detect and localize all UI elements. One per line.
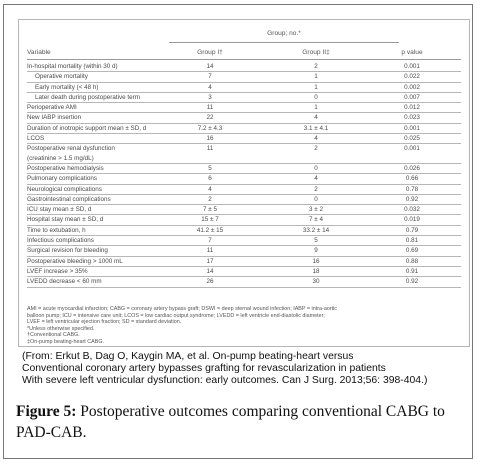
cell-variable bbox=[27, 83, 195, 92]
outcomes-table bbox=[18, 19, 470, 347]
variable-text: Pulmonary complications bbox=[27, 175, 97, 183]
table-row bbox=[27, 215, 461, 225]
citation-line: (From: Erkut B, Dag O, Kaygin MA, et al. On-pump beating-heart versus bbox=[22, 351, 354, 362]
cell-variable bbox=[27, 113, 187, 122]
cell-p-value: 0.88 bbox=[405, 257, 419, 265]
cell-group2: 0 bbox=[314, 195, 318, 203]
cell-group1: 3 bbox=[208, 93, 212, 101]
header-rule bbox=[27, 59, 461, 60]
cell-variable bbox=[27, 103, 187, 112]
table-row bbox=[27, 72, 461, 82]
cell-p-value: 0.78 bbox=[405, 185, 419, 193]
cell-variable bbox=[27, 226, 187, 235]
cell-group1: 16 bbox=[206, 135, 214, 143]
variable-text: LCOS bbox=[27, 135, 45, 143]
cell-group2: 4 bbox=[314, 135, 318, 143]
cell-group1: 7.2 ± 4.3 bbox=[197, 124, 223, 132]
cell-variable bbox=[27, 62, 187, 71]
cell-group2: 5 bbox=[314, 237, 318, 245]
cell-variable bbox=[27, 236, 187, 245]
cell-group1: 17 bbox=[206, 257, 214, 265]
cell-p-value: 0.001 bbox=[404, 145, 420, 153]
cell-p-value: 0.032 bbox=[404, 206, 420, 214]
cell-variable bbox=[27, 144, 187, 163]
cell-group2: 2 bbox=[314, 145, 318, 153]
citation-line: With severe left ventricular dysfunction: early outcomes. Can J Surg. 2013;56: 398-404.) bbox=[22, 375, 428, 386]
cell-p-value: 0.026 bbox=[404, 164, 420, 172]
group-header: Group; no.* bbox=[169, 30, 399, 43]
footnote-line: balloon pump; ICU = intensive care unit; LCOS = low cardiac output syndrome; LVEDD = left ventricle end-diastolic diameter; bbox=[27, 312, 325, 319]
citation-line: Conventional coronary artery bypasses grafting for revascularization in patients bbox=[22, 363, 386, 374]
cell-p-value: 0.001 bbox=[404, 63, 420, 70]
cell-group2: 3 ± 2 bbox=[309, 206, 323, 214]
table-row bbox=[27, 134, 461, 144]
table-row bbox=[27, 113, 461, 123]
cell-p-value: 0.023 bbox=[404, 114, 420, 122]
table-row bbox=[27, 62, 461, 72]
variable-text: Operative mortality bbox=[35, 73, 88, 81]
cell-group1: 41.2 ± 15 bbox=[196, 226, 224, 234]
table-row bbox=[27, 257, 461, 267]
cell-variable bbox=[27, 124, 187, 133]
citation bbox=[22, 351, 472, 387]
cell-variable bbox=[27, 257, 187, 266]
cell-p-value: 0.81 bbox=[405, 237, 419, 245]
cell-group1: 4 bbox=[208, 83, 212, 91]
cell-group1: 5 bbox=[208, 164, 212, 172]
cell-group1: 11 bbox=[206, 104, 214, 112]
cell-p-value: 0.019 bbox=[404, 216, 420, 224]
table-row bbox=[27, 144, 461, 164]
cell-group2: 3.1 ± 4.1 bbox=[303, 124, 329, 132]
cell-group1: 7 bbox=[208, 237, 212, 245]
cell-group1: 11 bbox=[206, 247, 214, 255]
cell-group1: 7 ± 5 bbox=[203, 206, 217, 214]
table-row bbox=[27, 174, 461, 184]
cell-p-value: 0.66 bbox=[405, 175, 419, 183]
caption-text: Postoperative outcomes comparing conventional CABG to PAD-CAB. bbox=[16, 403, 445, 441]
cell-group2: 0 bbox=[314, 164, 318, 172]
table-body bbox=[27, 62, 461, 288]
cell-p-value: 0.92 bbox=[405, 195, 419, 203]
table-row bbox=[27, 164, 461, 174]
cell-variable bbox=[27, 72, 195, 81]
variable-text: New IABP insertion bbox=[27, 114, 82, 122]
variable-text: Perioperative AMI bbox=[27, 104, 77, 112]
table-row bbox=[27, 267, 461, 277]
table-row bbox=[27, 277, 461, 287]
cell-group2: 1 bbox=[314, 83, 318, 91]
table-row bbox=[27, 124, 461, 134]
footnote-line: *Unless otherwise specified. bbox=[27, 325, 95, 332]
cell-group2: 1 bbox=[314, 104, 318, 112]
cell-group2: 9 bbox=[314, 247, 318, 255]
variable-text: Neurological complications bbox=[27, 185, 102, 193]
column-header-p-value: p value bbox=[401, 49, 423, 56]
cell-p-value: 0.002 bbox=[404, 83, 420, 91]
cell-group2: 2 bbox=[314, 63, 318, 70]
cell-p-value: 0.022 bbox=[404, 73, 420, 81]
variable-text: Later death during postoperative term bbox=[35, 93, 141, 101]
table-row bbox=[27, 226, 461, 236]
footnote-line: †Conventional CABG. bbox=[27, 332, 80, 339]
cell-group1: 15 ± 7 bbox=[201, 216, 219, 224]
variable-text: LVEF increase > 35% bbox=[27, 267, 88, 275]
footnote-line: LVEF = left ventricular ejection fraction; SD = standard deviation. bbox=[27, 319, 182, 326]
cell-group2: 0 bbox=[314, 93, 318, 101]
cell-group1: 7 bbox=[208, 73, 212, 81]
cell-group1: 2 bbox=[208, 195, 212, 203]
figure-caption bbox=[16, 401, 472, 443]
cell-group1: 26 bbox=[206, 278, 214, 286]
variable-text: Hospital stay mean ± SD, d bbox=[27, 216, 104, 224]
cell-group2: 4 bbox=[314, 175, 318, 183]
cell-variable bbox=[27, 174, 187, 183]
cell-p-value: 0.91 bbox=[405, 267, 419, 275]
cell-p-value: 0.001 bbox=[404, 124, 420, 132]
cell-variable bbox=[27, 215, 187, 224]
cell-variable bbox=[27, 195, 187, 204]
cell-group1: 6 bbox=[208, 175, 212, 183]
cell-p-value: 0.69 bbox=[405, 247, 419, 255]
table-row bbox=[27, 185, 461, 195]
cell-group1: 22 bbox=[206, 114, 214, 122]
variable-text: Infectious complications bbox=[27, 237, 94, 245]
table-row bbox=[27, 205, 461, 215]
table-row bbox=[27, 236, 461, 246]
cell-variable bbox=[27, 267, 187, 276]
cell-p-value: 0.79 bbox=[405, 226, 419, 234]
variable-text: Postoperative hemodialysis bbox=[27, 164, 104, 172]
cell-group2: 2 bbox=[314, 185, 318, 193]
variable-text: Early mortality (< 48 h) bbox=[35, 83, 99, 91]
table-row bbox=[27, 83, 461, 93]
cell-p-value: 0.025 bbox=[404, 135, 420, 143]
figure-frame bbox=[3, 4, 473, 459]
cell-group1: 4 bbox=[208, 185, 212, 193]
table-row bbox=[27, 103, 461, 113]
cell-variable bbox=[27, 185, 187, 194]
cell-p-value: 0.012 bbox=[404, 104, 420, 112]
cell-variable bbox=[27, 164, 187, 173]
table-row bbox=[27, 195, 461, 205]
cell-group2: 16 bbox=[312, 257, 320, 265]
cell-group1: 11 bbox=[206, 145, 214, 153]
variable-text: In-hospital mortality (within 30 d) bbox=[27, 63, 118, 70]
cell-variable bbox=[27, 205, 187, 214]
variable-text: Time to extubation, h bbox=[27, 226, 86, 234]
cell-group2: 30 bbox=[312, 278, 320, 286]
cell-variable bbox=[27, 277, 187, 286]
cell-group2: 1 bbox=[314, 73, 318, 81]
cell-variable bbox=[27, 134, 187, 143]
cell-variable bbox=[27, 93, 195, 102]
cell-p-value: 0.92 bbox=[405, 278, 419, 286]
column-header-group1: Group I† bbox=[197, 49, 223, 56]
cell-group2: 4 bbox=[314, 114, 318, 122]
footnote-line: AMI = acute myocardial infarction; CABG = coronary artery bypass graft; DSWI = deep sternal wound infection; IABP = intra-aortic bbox=[27, 306, 338, 312]
variable-text: Gastrointestinal complications bbox=[27, 195, 111, 203]
variable-text: LVEDD decrease < 60 mm bbox=[27, 278, 102, 286]
table-row bbox=[27, 246, 461, 256]
cell-group2: 18 bbox=[312, 267, 320, 275]
column-header-group2: Group II‡ bbox=[302, 49, 330, 56]
column-header-variable: Variable bbox=[27, 49, 51, 56]
cell-variable bbox=[27, 246, 187, 255]
cell-group1: 14 bbox=[206, 267, 214, 275]
variable-text: Postoperative renal dysfunction bbox=[27, 145, 115, 153]
cell-group1: 14 bbox=[206, 63, 214, 70]
table-row bbox=[27, 93, 461, 103]
variable-text: ICU stay mean ± SD, d bbox=[27, 206, 92, 214]
table-footnotes bbox=[27, 306, 461, 346]
variable-text: Duration of inotropic support mean ± SD, d bbox=[27, 124, 147, 132]
variable-text: Surgical revision for bleeding bbox=[27, 247, 108, 255]
figure-label: Figure 5: bbox=[16, 403, 77, 420]
cell-group2: 33.2 ± 14 bbox=[302, 226, 330, 234]
variable-text-line2: (creatinine > 1.5 mg/dL) bbox=[27, 154, 94, 162]
footnote-line: ‡On-pump beating-heart CABG. bbox=[27, 338, 105, 345]
cell-p-value: 0.007 bbox=[404, 93, 420, 101]
cell-group2: 7 ± 4 bbox=[309, 216, 323, 224]
variable-text: Postoperative bleeding > 1000 mL bbox=[27, 257, 123, 265]
